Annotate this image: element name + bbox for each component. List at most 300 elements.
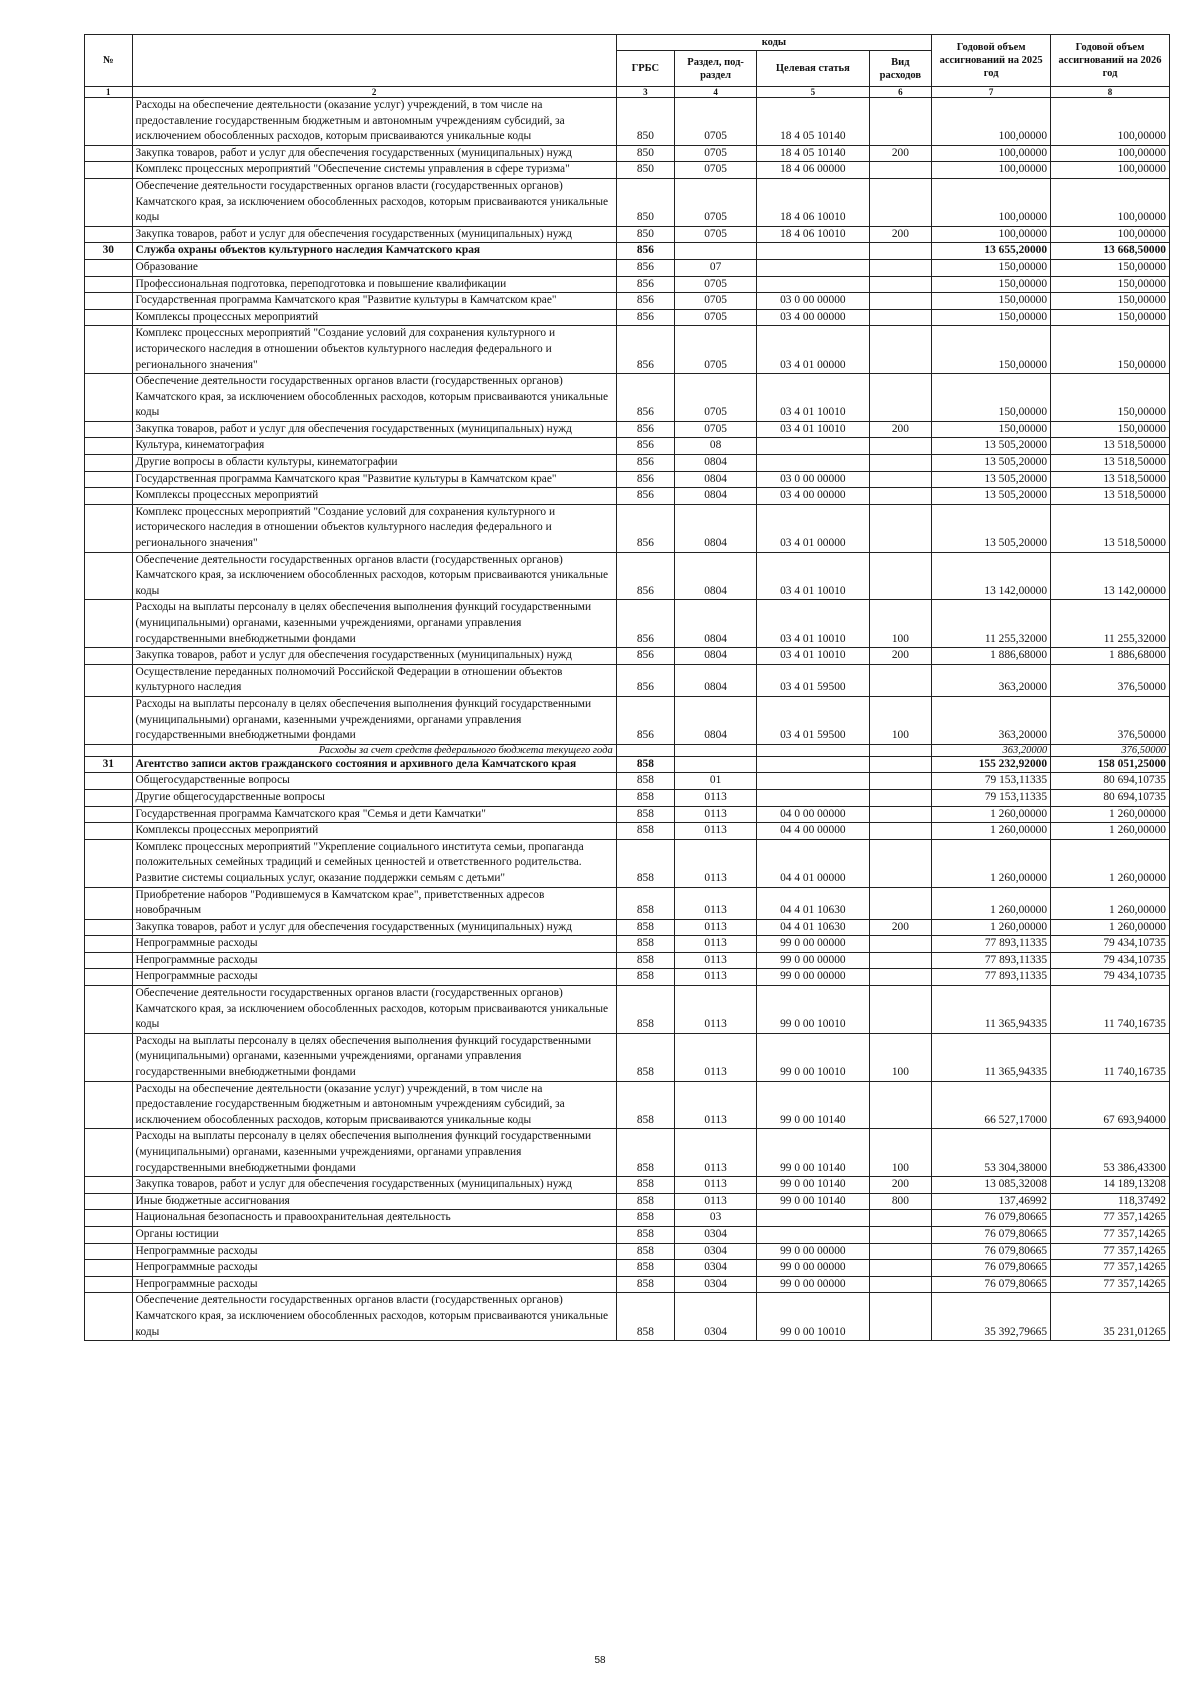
expense-type-code: [869, 1081, 932, 1129]
table-row: [85, 455, 1170, 472]
expense-type-code: 200: [869, 421, 932, 438]
grbs-code: 856: [616, 471, 674, 488]
target-code: 04 4 00 00000: [757, 823, 869, 840]
section-code: 0804: [675, 471, 757, 488]
row-name: Непрограммные расходы: [132, 1260, 616, 1277]
section-code: 0705: [675, 178, 757, 226]
table-row: [85, 293, 1170, 310]
expense-type-code: [869, 1293, 932, 1341]
row-name: Непрограммные расходы: [132, 1276, 616, 1293]
grbs-code: 856: [616, 696, 674, 744]
row-number: 30: [85, 243, 133, 260]
amount-2025: 77 893,11335: [932, 936, 1051, 953]
row-number: [85, 773, 133, 790]
section-code: 0113: [675, 806, 757, 823]
col-number: 7: [932, 87, 1051, 98]
grbs-code: 858: [616, 1033, 674, 1081]
amount-2026: 150,00000: [1051, 374, 1170, 422]
row-name: Закупка товаров, работ и услуг для обеспечения государственных (муниципальных) нужд: [132, 1177, 616, 1194]
section-code: 0804: [675, 552, 757, 600]
row-number: [85, 919, 133, 936]
row-number: [85, 664, 133, 696]
row-name: Расходы на выплаты персоналу в целях обеспечения выполнения функций государственными (муниципальными) органами, казенными учреждениями, органами управления государственными внебюджетными фондами: [132, 696, 616, 744]
amount-2025: 100,00000: [932, 98, 1051, 146]
col-name-header: [132, 35, 616, 87]
grbs-code: 858: [616, 823, 674, 840]
grbs-code: 850: [616, 178, 674, 226]
section-code: 03: [675, 1210, 757, 1227]
target-code: 04 0 00 00000: [757, 806, 869, 823]
table-row: [85, 488, 1170, 505]
section-code: [675, 756, 757, 773]
grbs-code: 858: [616, 773, 674, 790]
amount-2025: 77 893,11335: [932, 952, 1051, 969]
target-code: 99 0 00 10010: [757, 1033, 869, 1081]
row-number: [85, 744, 133, 756]
grbs-code: 856: [616, 421, 674, 438]
amount-2026: 118,37492: [1051, 1193, 1170, 1210]
row-name: Обеспечение деятельности государственных органов власти (государственных органов) Камчатского края, за исключением обособленных расходов, которым присваиваются уникальные коды: [132, 552, 616, 600]
amount-2026: 77 357,14265: [1051, 1276, 1170, 1293]
table-row: [85, 145, 1170, 162]
amount-2026: 13 518,50000: [1051, 455, 1170, 472]
table-row: [85, 839, 1170, 887]
row-number: [85, 1081, 133, 1129]
table-body: [85, 98, 1170, 1341]
row-name: Иные бюджетные ассигнования: [132, 1193, 616, 1210]
expense-type-code: [869, 552, 932, 600]
target-code: 18 4 05 10140: [757, 98, 869, 146]
row-name: Непрограммные расходы: [132, 952, 616, 969]
expense-type-code: [869, 1226, 932, 1243]
section-code: 0113: [675, 952, 757, 969]
table-row: [85, 243, 1170, 260]
amount-2026: 79 434,10735: [1051, 936, 1170, 953]
amount-2026: 376,50000: [1051, 744, 1170, 756]
expense-type-code: [869, 969, 932, 986]
row-name: Комплекс процессных мероприятий "Создание условий для сохранения культурного и исторического наследия в отношении объектов культурного наследия федерального и регионального значения": [132, 326, 616, 374]
row-number: [85, 1293, 133, 1341]
target-code: 03 4 00 00000: [757, 309, 869, 326]
table-row: [85, 162, 1170, 179]
row-number: [85, 806, 133, 823]
amount-2025: 363,20000: [932, 664, 1051, 696]
amount-2026: 79 434,10735: [1051, 969, 1170, 986]
grbs-code: 856: [616, 326, 674, 374]
row-number: [85, 1226, 133, 1243]
expense-type-code: [869, 504, 932, 552]
row-name: Национальная безопасность и правоохранительная деятельность: [132, 1210, 616, 1227]
table-row: [85, 744, 1170, 756]
row-number: [85, 839, 133, 887]
row-number: [85, 226, 133, 243]
amount-2025: 1 260,00000: [932, 919, 1051, 936]
amount-2025: 66 527,17000: [932, 1081, 1051, 1129]
section-code: 0113: [675, 1129, 757, 1177]
row-name: Комплекс процессных мероприятий "Укрепление социального института семьи, пропаганда положительных семейных традиций и семейных ценностей и ответственного родительства. Развитие системы социальных услуг, оказание поддержки семьям с детьми": [132, 839, 616, 887]
row-name: Комплексы процессных мероприятий: [132, 823, 616, 840]
grbs-code: 856: [616, 293, 674, 310]
row-number: [85, 1260, 133, 1277]
amount-2026: 77 357,14265: [1051, 1226, 1170, 1243]
amount-2026: 150,00000: [1051, 259, 1170, 276]
table-row: [85, 936, 1170, 953]
expense-type-code: [869, 488, 932, 505]
target-code: 04 4 01 00000: [757, 839, 869, 887]
section-code: 0304: [675, 1243, 757, 1260]
amount-2026: 150,00000: [1051, 326, 1170, 374]
amount-2025: 137,46992: [932, 1193, 1051, 1210]
table-row: [85, 1276, 1170, 1293]
amount-2026: 13 142,00000: [1051, 552, 1170, 600]
expense-type-code: [869, 162, 932, 179]
target-code: 03 4 01 00000: [757, 326, 869, 374]
amount-2026: 11 255,32000: [1051, 600, 1170, 648]
target-code: 99 0 00 10010: [757, 1293, 869, 1341]
target-code: 99 0 00 00000: [757, 1260, 869, 1277]
target-code: 99 0 00 00000: [757, 952, 869, 969]
row-name: Приобретение наборов "Родившемуся в Камчатском крае", приветственных адресов новобрачным: [132, 887, 616, 919]
target-code: 99 0 00 10140: [757, 1081, 869, 1129]
row-name: Закупка товаров, работ и услуг для обеспечения государственных (муниципальных) нужд: [132, 226, 616, 243]
section-code: [675, 744, 757, 756]
amount-2026: 13 518,50000: [1051, 438, 1170, 455]
expense-type-code: [869, 1243, 932, 1260]
row-name: Закупка товаров, работ и услуг для обеспечения государственных (муниципальных) нужд: [132, 919, 616, 936]
target-code: [757, 438, 869, 455]
amount-2026: 1 260,00000: [1051, 823, 1170, 840]
expense-type-code: [869, 986, 932, 1034]
table-row: [85, 421, 1170, 438]
grbs-code: 858: [616, 789, 674, 806]
table-row: [85, 438, 1170, 455]
grbs-code: 850: [616, 162, 674, 179]
row-number: [85, 293, 133, 310]
amount-2025: 76 079,80665: [932, 1226, 1051, 1243]
table-header: [85, 35, 1170, 98]
grbs-code: 858: [616, 887, 674, 919]
row-name: Комплекс процессных мероприятий "Обеспечение системы управления в сфере туризма": [132, 162, 616, 179]
table-row: [85, 648, 1170, 665]
table-row: [85, 259, 1170, 276]
grbs-code: 858: [616, 1276, 674, 1293]
amount-2025: 150,00000: [932, 421, 1051, 438]
col-number: 1: [85, 87, 133, 98]
grbs-code: 856: [616, 600, 674, 648]
target-code: 03 4 01 59500: [757, 696, 869, 744]
col-number: 3: [616, 87, 674, 98]
target-code: 18 4 06 00000: [757, 162, 869, 179]
expense-type-code: 200: [869, 919, 932, 936]
section-code: 0304: [675, 1226, 757, 1243]
table-row: [85, 276, 1170, 293]
table-row: [85, 504, 1170, 552]
row-number: [85, 1129, 133, 1177]
table-row: [85, 374, 1170, 422]
section-code: 0705: [675, 421, 757, 438]
section-code: 0705: [675, 293, 757, 310]
expense-type-code: [869, 374, 932, 422]
row-name: Образование: [132, 259, 616, 276]
grbs-code: 850: [616, 98, 674, 146]
amount-2026: 100,00000: [1051, 178, 1170, 226]
table-row: [85, 226, 1170, 243]
section-code: 0705: [675, 162, 757, 179]
section-code: 0113: [675, 1081, 757, 1129]
table-row: [85, 1260, 1170, 1277]
amount-2025: 13 505,20000: [932, 455, 1051, 472]
amount-2026: 11 740,16735: [1051, 986, 1170, 1034]
expense-type-code: [869, 756, 932, 773]
grbs-code: 858: [616, 1210, 674, 1227]
row-number: [85, 952, 133, 969]
column-numbers-row: [85, 87, 1170, 98]
grbs-code: 856: [616, 504, 674, 552]
table-row: [85, 919, 1170, 936]
grbs-code: 850: [616, 145, 674, 162]
section-code: 0113: [675, 887, 757, 919]
row-name: Служба охраны объектов культурного наследия Камчатского края: [132, 243, 616, 260]
col-no-header: №: [85, 35, 133, 87]
expense-type-code: [869, 887, 932, 919]
amount-2025: 100,00000: [932, 226, 1051, 243]
row-name: Другие общегосударственные вопросы: [132, 789, 616, 806]
expense-type-code: [869, 326, 932, 374]
amount-2025: 150,00000: [932, 326, 1051, 374]
table-row: [85, 696, 1170, 744]
codes-header: коды: [616, 35, 932, 51]
target-code: 99 0 00 10140: [757, 1193, 869, 1210]
grbs-code: 856: [616, 259, 674, 276]
row-number: [85, 1177, 133, 1194]
row-number: [85, 421, 133, 438]
table-row: [85, 1226, 1170, 1243]
expense-type-code: [869, 952, 932, 969]
grbs-code: 858: [616, 1193, 674, 1210]
section-code: 0705: [675, 226, 757, 243]
target-code: 03 4 01 10010: [757, 374, 869, 422]
table-row: [85, 887, 1170, 919]
section-code: 0113: [675, 839, 757, 887]
amount-2026: 158 051,25000: [1051, 756, 1170, 773]
table-row: [85, 309, 1170, 326]
table-row: [85, 471, 1170, 488]
row-number: [85, 936, 133, 953]
col-2025-header: Годовой объем ассигнований на 2025 год: [932, 35, 1051, 87]
row-name: Обеспечение деятельности государственных органов власти (государственных органов) Камчатского края, за исключением обособленных расходов, которым присваиваются уникальные коды: [132, 986, 616, 1034]
row-name: Культура, кинематография: [132, 438, 616, 455]
target-code: [757, 276, 869, 293]
amount-2026: 150,00000: [1051, 276, 1170, 293]
section-code: 0113: [675, 969, 757, 986]
section-code: 0113: [675, 986, 757, 1034]
row-number: [85, 887, 133, 919]
expense-type-code: [869, 309, 932, 326]
row-number: [85, 1210, 133, 1227]
row-number: [85, 600, 133, 648]
expense-type-code: [869, 259, 932, 276]
amount-2026: 67 693,94000: [1051, 1081, 1170, 1129]
amount-2025: 100,00000: [932, 178, 1051, 226]
grbs-code: 858: [616, 806, 674, 823]
section-code: [675, 243, 757, 260]
amount-2025: 1 260,00000: [932, 839, 1051, 887]
row-name: Расходы на обеспечение деятельности (оказание услуг) учреждений, в том числе на предоставление государственным бюджетным и автономным учреждениям субсидий, за исключением обособленных расходов, которым присваиваются уникальные коды: [132, 98, 616, 146]
row-name: Обеспечение деятельности государственных органов власти (государственных органов) Камчатского края, за исключением обособленных расходов, которым присваиваются уникальные коды: [132, 374, 616, 422]
row-name: Государственная программа Камчатского края "Семья и дети Камчатки": [132, 806, 616, 823]
grbs-code: 858: [616, 1293, 674, 1341]
target-code: 03 4 01 10010: [757, 600, 869, 648]
expense-type-code: 200: [869, 1177, 932, 1194]
target-code: [757, 744, 869, 756]
section-code: 0804: [675, 696, 757, 744]
grbs-code: 858: [616, 1226, 674, 1243]
target-code: 99 0 00 10140: [757, 1177, 869, 1194]
amount-2026: 1 260,00000: [1051, 806, 1170, 823]
target-code: 03 4 01 10010: [757, 421, 869, 438]
target-code: 18 4 06 10010: [757, 226, 869, 243]
section-code: 0113: [675, 789, 757, 806]
col-number: 4: [675, 87, 757, 98]
amount-2026: 35 231,01265: [1051, 1293, 1170, 1341]
section-code: 0804: [675, 648, 757, 665]
row-number: [85, 438, 133, 455]
table-row: [85, 600, 1170, 648]
amount-2026: 14 189,13208: [1051, 1177, 1170, 1194]
expense-type-code: [869, 773, 932, 790]
budget-sheet: [84, 34, 1170, 1341]
target-code: 99 0 00 10010: [757, 986, 869, 1034]
section-code: 0705: [675, 98, 757, 146]
grbs-code: 856: [616, 438, 674, 455]
section-code: 0304: [675, 1276, 757, 1293]
row-number: [85, 98, 133, 146]
section-code: 0304: [675, 1260, 757, 1277]
amount-2026: 100,00000: [1051, 162, 1170, 179]
expense-type-code: [869, 178, 932, 226]
col-number: 2: [132, 87, 616, 98]
table-row: [85, 789, 1170, 806]
expense-type-code: [869, 243, 932, 260]
amount-2025: 13 142,00000: [932, 552, 1051, 600]
amount-2025: 13 505,20000: [932, 504, 1051, 552]
row-number: [85, 162, 133, 179]
row-name: Закупка товаров, работ и услуг для обеспечения государственных (муниципальных) нужд: [132, 145, 616, 162]
row-name: Профессиональная подготовка, переподготовка и повышение квалификации: [132, 276, 616, 293]
target-code: [757, 1210, 869, 1227]
target-code: 04 4 01 10630: [757, 887, 869, 919]
amount-2025: 13 505,20000: [932, 438, 1051, 455]
table-row: [85, 773, 1170, 790]
amount-2026: 53 386,43300: [1051, 1129, 1170, 1177]
table-row: [85, 806, 1170, 823]
row-number: [85, 696, 133, 744]
amount-2026: 13 518,50000: [1051, 471, 1170, 488]
table-row: [85, 326, 1170, 374]
target-code: 18 4 06 10010: [757, 178, 869, 226]
target-code: [757, 1226, 869, 1243]
table-row: [85, 98, 1170, 146]
amount-2025: 155 232,92000: [932, 756, 1051, 773]
grbs-code: 856: [616, 243, 674, 260]
section-code: 0113: [675, 823, 757, 840]
section-code: 0705: [675, 326, 757, 374]
amount-2025: 1 260,00000: [932, 806, 1051, 823]
amount-2025: 1 260,00000: [932, 823, 1051, 840]
target-code: [757, 455, 869, 472]
row-name: Обеспечение деятельности государственных органов власти (государственных органов) Камчатского края, за исключением обособленных расходов, которым присваиваются уникальные коды: [132, 1293, 616, 1341]
table-row: [85, 823, 1170, 840]
grbs-code: 858: [616, 919, 674, 936]
table-row: [85, 1193, 1170, 1210]
table-row: [85, 1081, 1170, 1129]
table-row: [85, 664, 1170, 696]
row-number: [85, 789, 133, 806]
section-code: 0113: [675, 919, 757, 936]
row-number: [85, 504, 133, 552]
row-name: Обеспечение деятельности государственных органов власти (государственных органов) Камчатского края, за исключением обособленных расходов, которым присваиваются уникальные коды: [132, 178, 616, 226]
page-number: 58: [594, 1655, 606, 1666]
section-code: 0705: [675, 309, 757, 326]
row-number: [85, 823, 133, 840]
amount-2025: 363,20000: [932, 744, 1051, 756]
col-number: 6: [869, 87, 932, 98]
amount-2025: 77 893,11335: [932, 969, 1051, 986]
amount-2026: 150,00000: [1051, 309, 1170, 326]
target-code: 03 4 01 00000: [757, 504, 869, 552]
amount-2025: 363,20000: [932, 696, 1051, 744]
target-code: [757, 773, 869, 790]
table-row: [85, 1177, 1170, 1194]
table-row: [85, 178, 1170, 226]
row-name: Расходы на обеспечение деятельности (оказание услуг) учреждений, в том числе на предоставление государственным бюджетным и автономным учреждениям субсидий, за исключением обособленных расходов, которым присваиваются уникальные коды: [132, 1081, 616, 1129]
expense-type-code: [869, 471, 932, 488]
expense-type-code: [869, 789, 932, 806]
target-code: 99 0 00 00000: [757, 1243, 869, 1260]
row-number: [85, 1276, 133, 1293]
amount-2025: 13 505,20000: [932, 471, 1051, 488]
amount-2025: 150,00000: [932, 276, 1051, 293]
target-code: 99 0 00 00000: [757, 1276, 869, 1293]
grbs-code: 858: [616, 1177, 674, 1194]
amount-2026: 11 740,16735: [1051, 1033, 1170, 1081]
row-name: Комплексы процессных мероприятий: [132, 488, 616, 505]
amount-2026: 13 668,50000: [1051, 243, 1170, 260]
grbs-code: 856: [616, 309, 674, 326]
table-row: [85, 986, 1170, 1034]
col-grbs-header: ГРБС: [616, 51, 674, 87]
target-code: [757, 243, 869, 260]
col-vid-header: Вид расходов: [869, 51, 932, 87]
expense-type-code: [869, 98, 932, 146]
expense-type-code: 200: [869, 226, 932, 243]
target-code: 99 0 00 00000: [757, 969, 869, 986]
grbs-code: 850: [616, 226, 674, 243]
target-code: [757, 756, 869, 773]
amount-2025: 79 153,11335: [932, 789, 1051, 806]
row-number: [85, 471, 133, 488]
amount-2026: 79 434,10735: [1051, 952, 1170, 969]
amount-2025: 76 079,80665: [932, 1276, 1051, 1293]
amount-2025: 11 365,94335: [932, 986, 1051, 1034]
amount-2025: 150,00000: [932, 374, 1051, 422]
row-name: Закупка товаров, работ и услуг для обеспечения государственных (муниципальных) нужд: [132, 648, 616, 665]
target-code: 99 0 00 00000: [757, 936, 869, 953]
target-code: 03 4 01 10010: [757, 648, 869, 665]
amount-2025: 76 079,80665: [932, 1243, 1051, 1260]
expense-type-code: [869, 438, 932, 455]
amount-2026: 1 260,00000: [1051, 887, 1170, 919]
